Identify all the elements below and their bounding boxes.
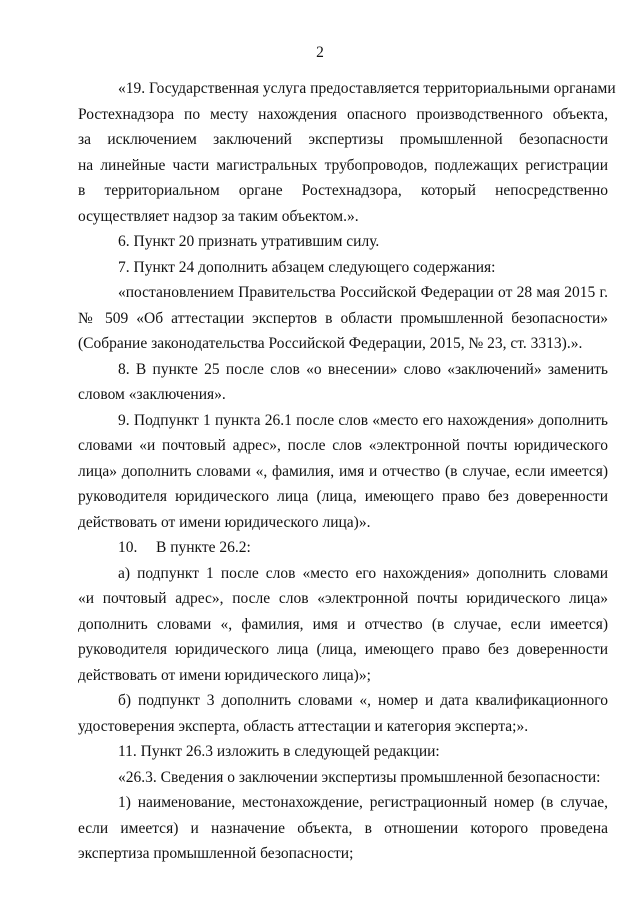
text-line: руководителя юридического лица (лица, имеющего право без доверенности bbox=[78, 641, 608, 658]
text-line: если имеется) и назначение объекта, в отношении которого проведена bbox=[78, 819, 608, 837]
text-line: словом «заключения». bbox=[78, 386, 226, 403]
text-line: лица» дополнить словами «, фамилия, имя и отчество (в случае, если имеется) bbox=[78, 462, 608, 480]
text-line: № 509 «Об аттестации экспертов в области промышленной безопасности» bbox=[78, 309, 608, 327]
paragraph-subpoint-a bbox=[78, 561, 608, 689]
text-line: действовать от имени юридического лица)». bbox=[78, 513, 371, 531]
text-line: б) подпункт 3 дополнить словами «, номер и дата квалификационного bbox=[118, 692, 608, 709]
paragraph-subpoint-b bbox=[78, 688, 608, 739]
paragraph-point-8 bbox=[78, 357, 608, 408]
text-line: 1) наименование, местонахождение, регистрационный номер (в случае, bbox=[118, 794, 608, 811]
text-line: «и почтовый адрес», после слов «электронной почты юридического лица» bbox=[78, 590, 608, 607]
paragraph-point-10 bbox=[78, 535, 608, 561]
text-line bbox=[78, 535, 608, 561]
text-line: за исключением заключений экспертизы промышленной безопасности bbox=[78, 131, 608, 148]
text-line: удостоверения эксперта, область аттестации и категория эксперта;». bbox=[78, 717, 529, 735]
paragraph-point-7 bbox=[78, 255, 608, 281]
text-line: (Собрание законодательства Российской Федерации, 2015, № 23, ст. 3313).». bbox=[78, 335, 583, 352]
text-line: «постановлением Правительства Российской Федерации от 28 мая 2015 г. bbox=[118, 284, 608, 301]
paragraph-quote-resolution bbox=[78, 280, 608, 357]
text-line: руководителя юридического лица (лица, имеющего право без доверенности bbox=[78, 488, 608, 505]
text-line: осуществляет надзор за таким объектом.». bbox=[78, 207, 359, 225]
text-line: дополнить словами «, фамилия, имя и отчество (в случае, если имеется) bbox=[78, 615, 608, 633]
text-line: 6. Пункт 20 признать утратившим силу. bbox=[118, 233, 380, 250]
paragraph-item-19 bbox=[78, 76, 616, 229]
paragraph-point-9 bbox=[78, 408, 608, 536]
point-number: 10. bbox=[118, 539, 138, 556]
paragraph-subitem-1 bbox=[78, 790, 608, 867]
point-text: В пункте 26.2: bbox=[156, 539, 251, 556]
text-line: «26.3. Сведения о заключении экспертизы промышленной безопасности: bbox=[118, 768, 601, 786]
text-line: действовать от имени юридического лица)»; bbox=[78, 666, 371, 684]
text-line: 7. Пункт 24 дополнить абзацем следующего содержания: bbox=[118, 258, 496, 276]
paragraph-item-26-3 bbox=[78, 765, 608, 791]
text-line: словами «и почтовый адрес», после слов «электронной почты юридического bbox=[78, 437, 608, 454]
text-line: 8. В пункте 25 после слов «о внесении» слово «заключений» заменить bbox=[118, 360, 608, 378]
text-line: на линейные части магистральных трубопроводов, подлежащих регистрации bbox=[78, 156, 608, 174]
page-number: 2 bbox=[316, 44, 324, 61]
document-body bbox=[78, 76, 616, 867]
text-line: 11. Пункт 26.3 изложить в следующей редакции: bbox=[118, 743, 440, 760]
text-line: экспертиза промышленной безопасности; bbox=[78, 845, 354, 862]
paragraph-point-6 bbox=[78, 229, 608, 255]
text-line: Ростехнадзора по месту нахождения опасного производственного объекта, bbox=[78, 105, 608, 123]
text-line: а) подпункт 1 после слов «место его нахождения» дополнить словами bbox=[118, 564, 608, 582]
text-line: 9. Подпункт 1 пункта 26.1 после слов «место его нахождения» дополнить bbox=[118, 411, 608, 429]
text-line: в территориальном органе Ростехнадзора, который непосредственно bbox=[78, 182, 608, 199]
text-line: «19. Государственная услуга предоставляется территориальными органами bbox=[118, 80, 616, 97]
paragraph-point-11 bbox=[78, 739, 608, 765]
